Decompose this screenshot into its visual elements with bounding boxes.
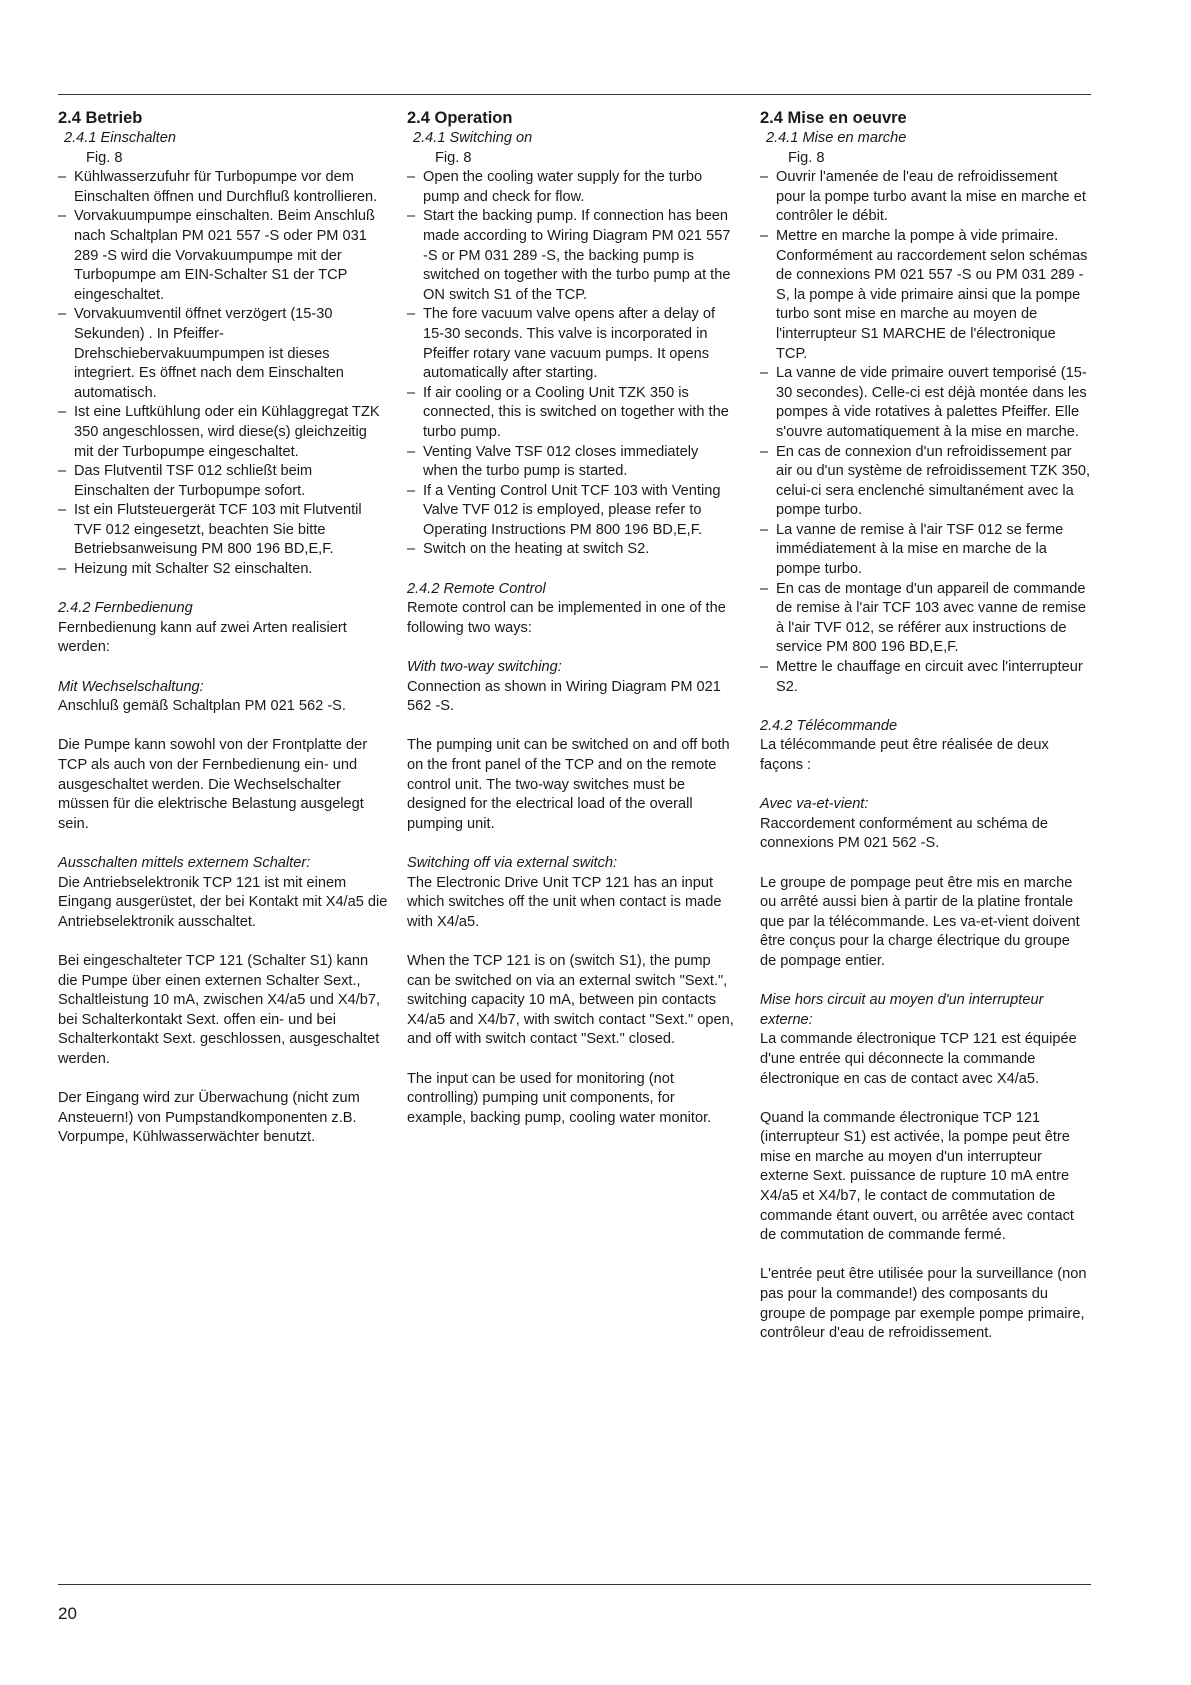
section-heading: 2.4 Operation	[407, 109, 513, 127]
list-item: – Ouvrir l'amenée de l'eau de refroidissement pour la pompe turbo avant la mise en marche et contrôler le débit.	[760, 169, 1086, 225]
subsection-heading-switch-on: 2.4.1 Einschalten	[64, 130, 176, 146]
list-item: – Switch on the heating at switch S2.	[407, 541, 650, 558]
input-text: L'entrée peut être utilisée pour la surveillance (non pas pour la commande!) des composants du groupe de pompage par exemple pompe primaire, contrôleur d'eau de refroidissement.	[760, 1266, 1087, 1342]
section-heading: 2.4 Betrieb	[58, 109, 143, 127]
list-item: – Start the backing pump. If connection has been made according to Wiring Diagram PM 021 557 -S or PM 031 289 -S, the backing pump is switched on together with the turbo pump at the ON switch S1 of the TCP.	[407, 208, 731, 303]
pump-text: Le groupe de pompage peut être mis en marche ou arrêté aussi bien à partir de la platine frontale que par la télécommande. Les va-et-vient doivent être conçus pour la charge électrique du groupe de pompage entier.	[760, 874, 1080, 969]
list-item: – Heizung mit Schalter S2 einschalten.	[58, 561, 313, 578]
switched-text: Bei eingeschalteter TCP 121 (Schalter S1) kann die Pumpe über einen externen Schalter Sext., Schaltleistung 10 mA, zwischen X4/a5 und X4/b7, bei Schalterkontakt Sext. offen ein- und bei Schalterkontakt Sext. geschlossen, ausgeschaltet werden.	[58, 952, 381, 1067]
input-text: The input can be used for monitoring (not controlling) pumping unit components, for example, backing pump, cooling water monitor.	[407, 1070, 712, 1126]
list-item: – If a Venting Control Unit TCF 103 with Venting Valve TVF 012 is employed, please refer to Operating Instructions PM 800 196 BD,E,F.	[407, 482, 721, 538]
external-switch-text: Die Antriebselektronik TCP 121 ist mit einem Eingang ausgerüstet, der bei Kontakt mit X4/a5 die Antriebselektronik ausschaltet.	[58, 874, 388, 930]
twoway-text: Anschluß gemäß Schaltplan PM 021 562 -S.	[58, 698, 346, 715]
section-heading: 2.4 Mise en oeuvre	[760, 109, 907, 127]
subsection-heading-remote: 2.4.2 Remote Control	[407, 580, 546, 597]
subsection-heading-switch-on: 2.4.1 Mise en marche	[766, 130, 907, 146]
list-item: – Kühlwasserzufuhr für Turbopumpe vor dem Einschalten öffnen und Durchfluß kontrollieren.	[58, 169, 378, 205]
twoway-title: With two-way switching:	[407, 659, 562, 676]
list-item: – Vorvakuumventil öffnet verzögert (15-30 Sekunden) . In Pfeiffer-Drehschiebervakuumpumpen ist dieses integriert. Es öffnet nach dem Einschalten automatisch.	[58, 306, 344, 401]
list-item: – Venting Valve TSF 012 closes immediately when the turbo pump is started.	[407, 443, 699, 480]
list-item: – La vanne de remise à l'air TSF 012 se ferme immédiatement à la mise en marche de la pompe turbo.	[760, 521, 1064, 578]
figure-reference: Fig. 8	[788, 149, 825, 166]
list-item: – En cas de montage d'un appareil de commande de remise à l'air TCF 103 avec vanne de remise à l'air TVF 012, se référer aux instructions de service PM 800 196 BD,E,F.	[760, 580, 1086, 656]
subsection-heading-remote: 2.4.2 Télécommande	[760, 717, 898, 734]
column-english	[407, 108, 737, 1128]
external-switch-title: Ausschalten mittels externem Schalter:	[58, 854, 311, 871]
switched-text: When the TCP 121 is on (switch S1), the pump can be switched on via an external switch "Sext.", switching capacity 10 mA, between pin contacts X4/a5 and X4/b7, with switch contact "Sext." open, and off with switch contact "Sext." closed.	[407, 952, 734, 1048]
bottom-rule	[58, 1584, 1091, 1585]
top-rule	[58, 94, 1091, 95]
figure-reference: Fig. 8	[435, 149, 472, 166]
figure-reference: Fig. 8	[86, 149, 123, 166]
pump-text: The pumping unit can be switched on and off both on the front panel of the TCP and on the remote control unit. The two-way switches must be designed for the electrical load of the overall pumping unit.	[407, 737, 730, 832]
list-item: – Das Flutventil TSF 012 schließt beim Einschalten der Turbopumpe sofort.	[58, 463, 313, 499]
external-switch-title: Mise hors circuit au moyen d'un interrupteur externe:	[760, 992, 1044, 1028]
list-item: – Ist ein Flutsteuergerät TCF 103 mit Flutventil TVF 012 eingesetzt, beachten Sie bitte Betriebsanweisung PM 800 196 BD,E,F.	[58, 502, 362, 558]
list-item: – Vorvakuumpumpe einschalten. Beim Anschluß nach Schaltplan PM 021 557 -S oder PM 031 289 -S wird die Vorvakuumpumpe mit der Turbopumpe am EIN-Schalter S1 der TCP eingeschaltet.	[58, 208, 375, 303]
pump-text: Die Pumpe kann sowohl von der Frontplatte der TCP als auch von der Fernbedienung ein- und ausgeschaltet werden. Die Wechselschalter müssen für die elektrische Belastung ausgelegt sein.	[58, 737, 368, 832]
list-item: – Mettre en marche la pompe à vide primaire. Conformément au raccordement selon schémas de connexions PM 021 557 -S ou PM 031 289 -S, la pompe à vide primaire ainsi que la pompe turbo sont mise en marche au moyen de l'interrupteur S1 MARCHE de l'électronique TCP.	[760, 227, 1088, 362]
column-french	[760, 108, 1090, 1344]
list-item: – Ist eine Luftkühlung oder ein Kühlaggregat TZK 350 angeschlossen, wird diese(s) gleichzeitig mit der Turbopumpe eingeschaltet.	[58, 404, 380, 460]
input-text: Der Eingang wird zur Überwachung (nicht zum Ansteuern!) von Pumpstandkomponenten z.B. Vorpumpe, Kühlwasserwächter benutzt.	[58, 1090, 360, 1146]
remote-intro: Fernbedienung kann auf zwei Arten realisiert werden:	[58, 619, 347, 656]
switched-text: Quand la commande électronique TCP 121 (interrupteur S1) est activée, la pompe peut être mise en marche au moyen d'un interrupteur externe Sext. puissance de rupture 10 mA entre X4/a5 et X4/b7, le contact de commutation de commande étant ouvert, ou arrêtée avec contact de commutation de commande fermé.	[760, 1109, 1074, 1244]
list-item: – En cas de connexion d'un refroidissement par air ou d'un système de refroidissement TZK 350, celui-ci sera enclenché simultanément avec la pompe turbo.	[760, 443, 1091, 519]
twoway-text: Raccordement conformément au schéma de connexions PM 021 562 -S.	[760, 815, 1048, 852]
list-item: – Open the cooling water supply for the turbo pump and check for flow.	[407, 169, 703, 205]
twoway-title: Avec va-et-vient:	[760, 796, 869, 813]
list-item: – The fore vacuum valve opens after a delay of 15-30 seconds. This valve is incorporated in Pfeiffer rotary vane vacuum pumps. It opens automatically after starting.	[407, 306, 716, 382]
list-item: – La vanne de vide primaire ouvert temporisé (15-30 secondes). Celle-ci est déjà montée dans les pompes à vide rotatives à palettes Pfeiffer. Elle s'ouvre automatiquement à la mise en marche.	[760, 365, 1087, 440]
column-german	[58, 108, 388, 1148]
list-item: – Mettre le chauffage en circuit avec l'interrupteur S2.	[760, 659, 1083, 695]
list-item: – If air cooling or a Cooling Unit TZK 350 is connected, this is switched on together with the turbo pump.	[407, 384, 729, 440]
remote-intro: Remote control can be implemented in one of the following two ways:	[407, 600, 726, 636]
twoway-text: Connection as shown in Wiring Diagram PM 021 562 -S.	[407, 678, 721, 715]
subsection-heading-remote: 2.4.2 Fernbedienung	[58, 600, 193, 617]
external-switch-title: Switching off via external switch:	[407, 854, 618, 871]
subsection-heading-switch-on: 2.4.1 Switching on	[413, 130, 533, 146]
remote-intro: La télécommande peut être réalisée de deux façons :	[760, 737, 1049, 773]
external-switch-text: The Electronic Drive Unit TCP 121 has an input which switches off the unit when contact is made with X4/a5.	[407, 874, 722, 930]
page-number: 20	[58, 1604, 77, 1623]
twoway-title: Mit Wechselschaltung:	[58, 678, 204, 695]
external-switch-text: La commande électronique TCP 121 est équipée d'une entrée qui déconnecte la commande électronique en cas de contact avec X4/a5.	[760, 1031, 1077, 1087]
